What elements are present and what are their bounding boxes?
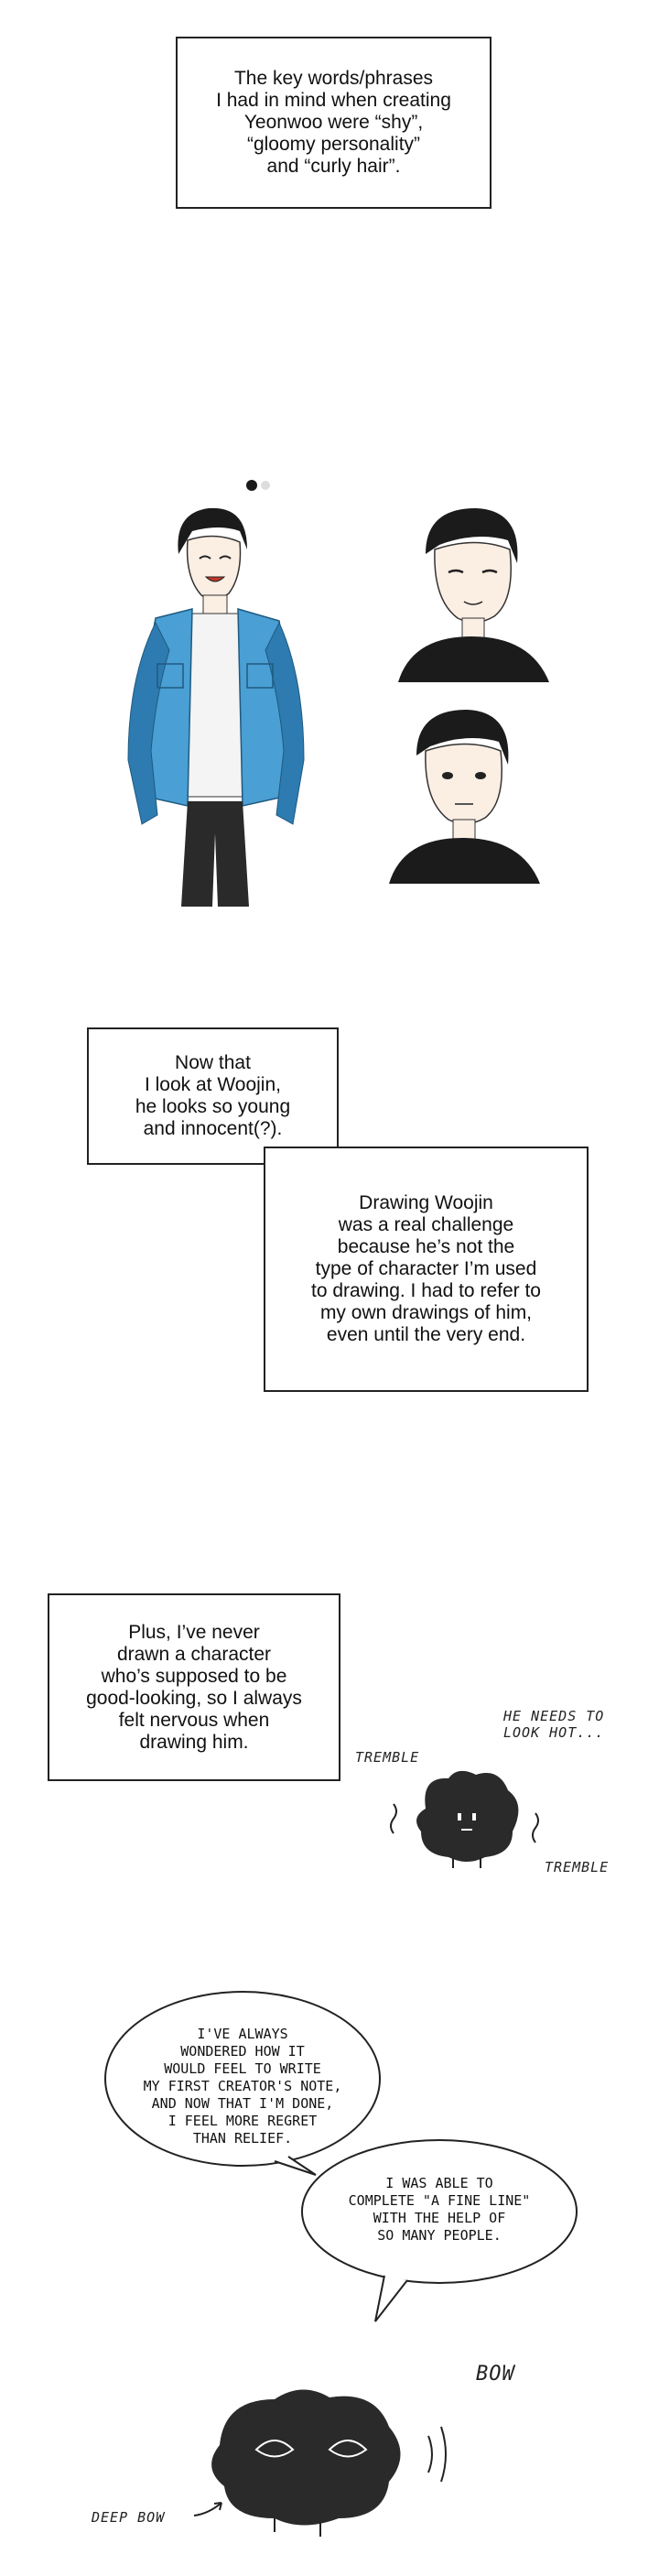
woojin-headshot-smiling [389,499,554,682]
sfx-deep-bow: DEEP BOW [92,2509,166,2526]
sfx-tremble-right: TREMBLE [545,1859,610,1875]
woojin-full-body-illustration [101,467,311,907]
woojin-headshot-serious [380,701,545,884]
sfx-bow: BOW [476,2363,515,2386]
deep-bow-arrow-icon [192,2495,229,2523]
sfx-tremble-left: TREMBLE [355,1749,420,1766]
note-keywords-box [176,37,492,209]
bowing-creature-illustration [192,2372,467,2546]
note-nervous-text: Plus, I’ve never drawn a character who’s supposed to be good-looking, so I always felt nervous when drawing him. [86,1621,302,1753]
speech-bubble-creators-note: I'VE ALWAYS WONDERED HOW IT WOULD FEEL TO WRITE MY FIRST CREATOR'S NOTE, AND NOW THAT I'M DONE, I FEEL MORE REGRET THAN RELIEF. [143,2026,342,2147]
trembling-creature-illustration [384,1758,549,1877]
note-nervous-box [48,1593,340,1781]
note-woojin-young-text: Now that I look at Woojin, he looks so young and innocent(?). [135,1052,291,1139]
note-drawing-challenge-box [264,1147,589,1392]
speech-bubble-thanks: I WAS ABLE TO COMPLETE "A FINE LINE" WITH THE HELP OF SO MANY PEOPLE. [348,2175,531,2244]
note-keywords-text: The key words/phrases I had in mind when creating Yeonwoo were “shy”, “gloomy personality” and “curly hair”. [216,68,451,177]
sfx-looks-hot: HE NEEDS TO LOOK HOT... [503,1708,605,1741]
note-drawing-challenge-text: Drawing Woojin was a real challenge because he’s not the type of character I’m used to drawing. I had to refer to my own drawings of him, even until the very end. [311,1192,541,1345]
note-woojin-young-box [87,1027,339,1165]
